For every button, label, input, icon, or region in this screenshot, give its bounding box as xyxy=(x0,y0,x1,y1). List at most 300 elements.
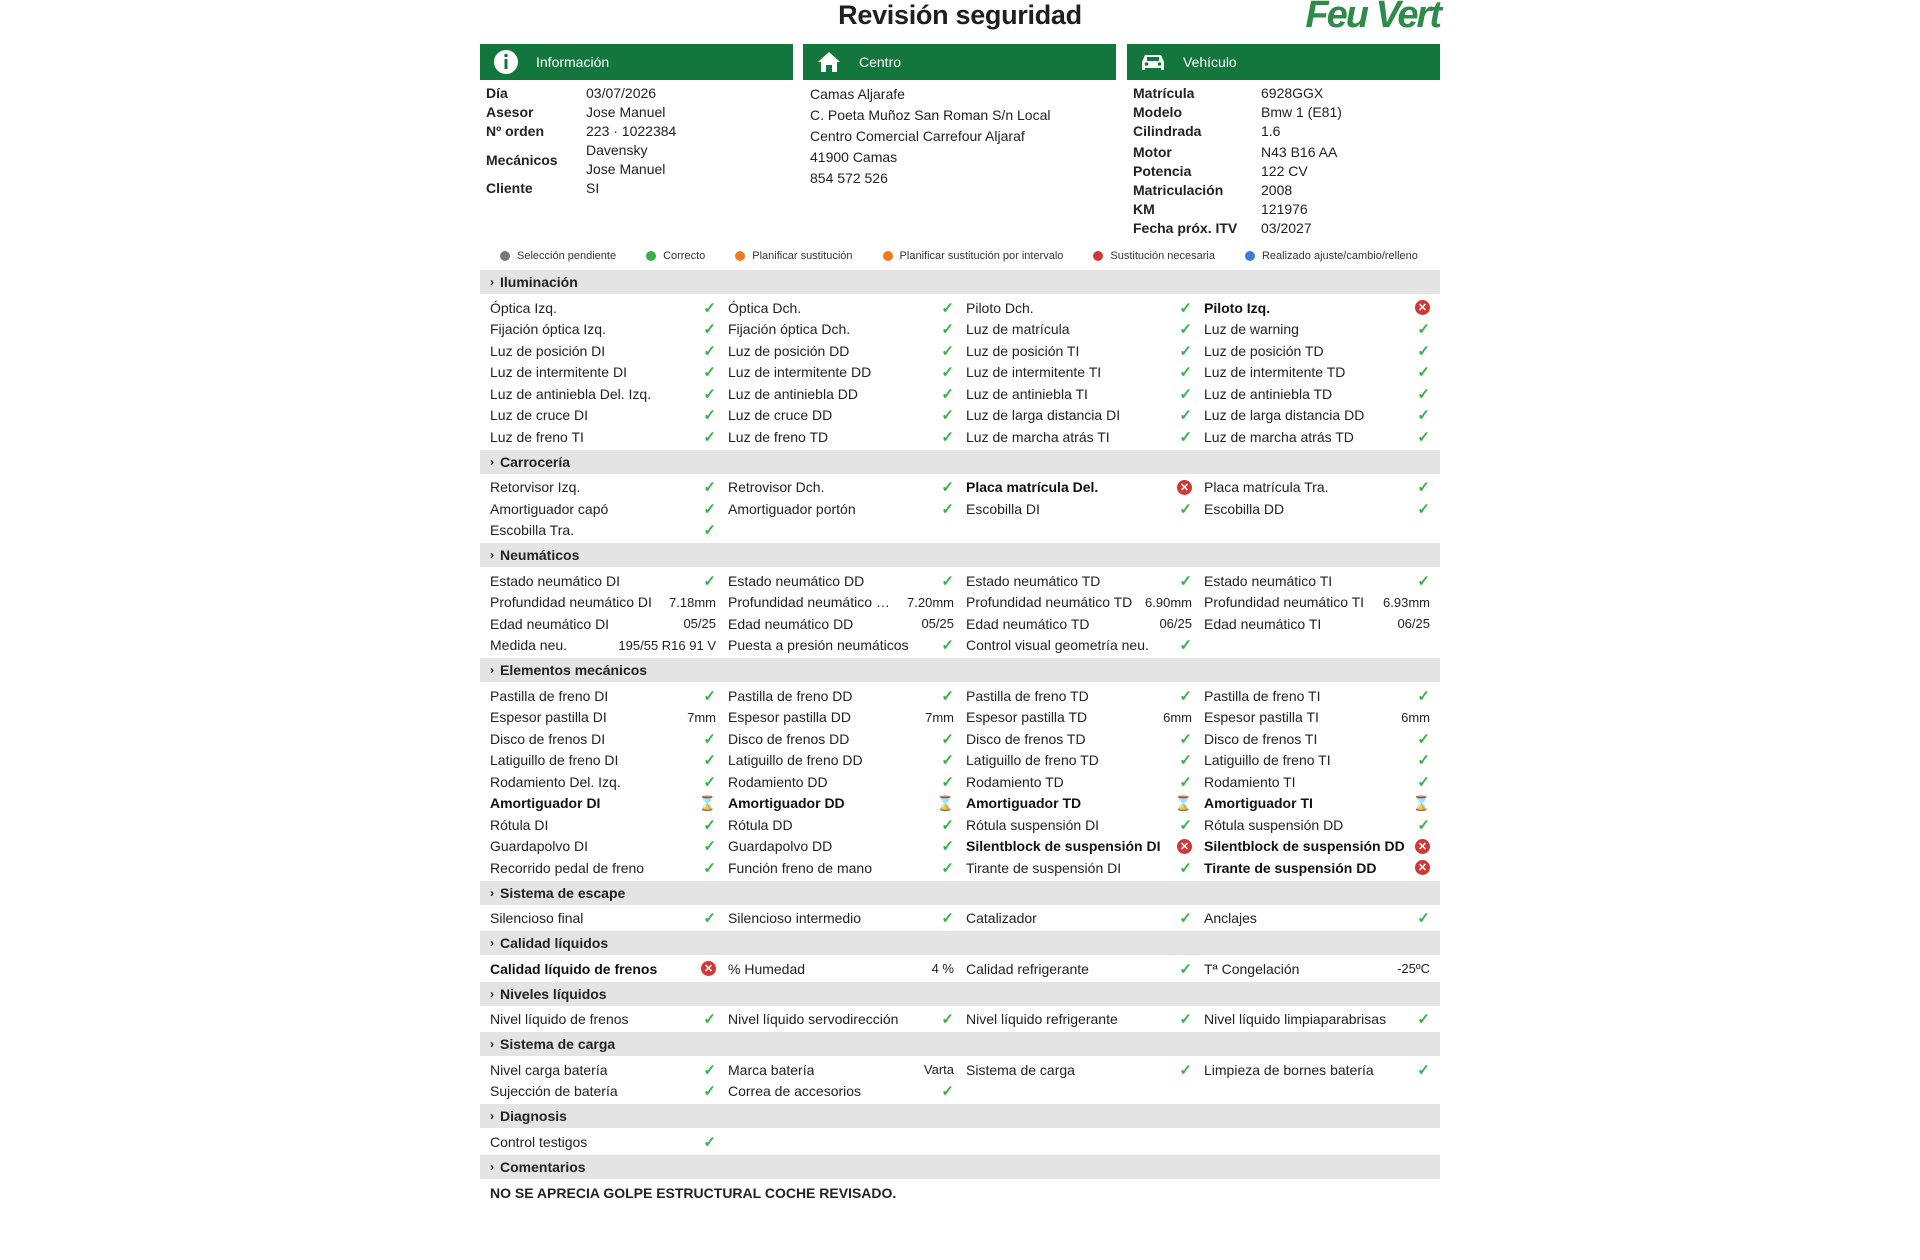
item-label: Luz de warning xyxy=(1204,321,1299,338)
info-key: Cliente xyxy=(486,180,533,196)
check-icon: ✓ xyxy=(1417,730,1430,748)
check-icon: ✓ xyxy=(703,1061,716,1079)
checklist-item xyxy=(728,635,966,657)
item-label: Retrovisor Dch. xyxy=(728,479,825,496)
vehiculo-row xyxy=(1127,84,1440,103)
item-label: Estado neumático DI xyxy=(490,572,620,589)
info-header xyxy=(480,44,793,80)
checklist-item xyxy=(728,728,966,750)
item-label: Luz de intermitente DI xyxy=(490,364,627,381)
checklist-item xyxy=(1204,426,1442,448)
checklist-item xyxy=(1204,297,1442,319)
checklist-item xyxy=(490,814,728,836)
item-label: Retorvisor Izq. xyxy=(490,479,581,496)
check-icon: ✓ xyxy=(1417,687,1430,705)
hourglass-icon: ⌛ xyxy=(1412,794,1430,811)
chevron-right-icon: › xyxy=(490,454,494,469)
item-label: Luz de posición TD xyxy=(1204,342,1324,359)
checklist-item xyxy=(728,319,966,341)
checklist-item xyxy=(490,592,728,614)
checklist-item xyxy=(490,340,728,362)
section-header[interactable] xyxy=(480,881,1440,905)
checklist-item xyxy=(490,498,728,520)
item-label: Luz de posición DD xyxy=(728,342,850,359)
check-icon: ✓ xyxy=(703,479,716,497)
section-header[interactable] xyxy=(480,1032,1440,1056)
item-label: Edad neumático TD xyxy=(966,615,1090,632)
checklist-item xyxy=(728,477,966,499)
checklist-item xyxy=(1204,728,1442,750)
info-header-label: Información xyxy=(536,54,610,70)
check-icon: ✓ xyxy=(941,364,954,382)
check-icon: ✓ xyxy=(703,342,716,360)
item-label: Rodamiento DD xyxy=(728,773,828,790)
item-label: Estado neumático TI xyxy=(1204,572,1333,589)
check-icon: ✓ xyxy=(703,321,716,339)
checklist-item xyxy=(490,836,728,858)
checklist-item xyxy=(1204,319,1442,341)
check-icon: ✓ xyxy=(1417,1061,1430,1079)
info-row xyxy=(480,179,793,198)
check-icon: ✓ xyxy=(941,687,954,705)
check-icon: ✓ xyxy=(1179,407,1192,425)
legend-label: Selección pendiente xyxy=(517,250,617,262)
item-label: Guardapolvo DI xyxy=(490,838,589,855)
checklist-item xyxy=(490,613,728,635)
checklist-item xyxy=(490,1059,728,1081)
item-label: Escobilla Tra. xyxy=(490,522,575,539)
checklist-item xyxy=(966,857,1204,879)
checklist-item xyxy=(1204,771,1442,793)
section-title: Sistema de escape xyxy=(500,884,626,901)
info-icon xyxy=(480,49,532,75)
checklist-item xyxy=(1204,1059,1442,1081)
check-icon: ✓ xyxy=(941,572,954,590)
checklist-item xyxy=(728,362,966,384)
vehiculo-header-label: Vehículo xyxy=(1183,54,1237,70)
item-label: Edad neumático DI xyxy=(490,615,610,632)
checklist-item xyxy=(966,340,1204,362)
checklist-item xyxy=(966,498,1204,520)
legend-dot-icon xyxy=(1093,251,1103,261)
item-label: Amortiguador DD xyxy=(728,795,845,812)
check-icon: ✓ xyxy=(703,752,716,770)
item-value: 06/25 xyxy=(1159,616,1192,632)
checklist-item xyxy=(966,836,1204,858)
check-icon: ✓ xyxy=(1179,752,1192,770)
item-value: 05/25 xyxy=(683,616,716,632)
checklist-item xyxy=(728,297,966,319)
item-label: Control visual geometría neu. xyxy=(966,637,1149,654)
check-icon: ✓ xyxy=(1179,910,1192,928)
legend-label: Realizado ajuste/cambio/relleno xyxy=(1261,250,1418,262)
item-label: Marca batería xyxy=(728,1061,815,1078)
check-icon: ✓ xyxy=(1417,479,1430,497)
info-key: Día xyxy=(486,85,508,101)
section-header[interactable] xyxy=(480,270,1440,294)
section-title: Carrocería xyxy=(500,453,571,470)
checklist-item xyxy=(490,426,728,448)
item-value: 06/25 xyxy=(1397,616,1430,632)
chevron-right-icon: › xyxy=(490,1109,494,1123)
legend-label: Planificar sustitución xyxy=(752,250,853,262)
item-label: Fijación óptica Izq. xyxy=(490,321,606,338)
section-items xyxy=(480,294,1440,450)
checklist-item xyxy=(966,771,1204,793)
section-title: Sistema de carga xyxy=(500,1036,616,1052)
check-icon: ✓ xyxy=(703,407,716,425)
item-label: Sistema de carga xyxy=(966,1061,1075,1078)
item-label: Nivel líquido limpiaparabrisas xyxy=(1204,1011,1387,1028)
chevron-right-icon: › xyxy=(490,663,494,677)
check-icon: ✓ xyxy=(1179,687,1192,705)
item-label: Rodamiento TI xyxy=(1204,773,1296,790)
checklist-item xyxy=(966,426,1204,448)
item-label: Profundidad neumático TI xyxy=(1204,594,1365,611)
vehiculo-row xyxy=(1127,162,1440,181)
legend-item xyxy=(500,250,616,262)
checklist-item xyxy=(728,613,966,635)
chevron-right-icon: › xyxy=(490,1037,494,1051)
centro-phone: 854 572 526 xyxy=(810,170,888,186)
checklist-item xyxy=(966,1009,1204,1031)
item-label: Silencioso intermedio xyxy=(728,910,862,927)
centro-city: 41900 Camas xyxy=(810,149,898,165)
checklist-item xyxy=(490,635,728,657)
checklist-item xyxy=(490,1131,728,1153)
info-row xyxy=(480,103,793,122)
item-label: Tª Congelación xyxy=(1204,960,1300,977)
checklist-item xyxy=(966,319,1204,341)
item-label: Nivel líquido servodirección xyxy=(728,1011,899,1028)
check-icon: ✓ xyxy=(941,299,954,317)
info-row xyxy=(480,141,793,179)
check-icon: ✓ xyxy=(941,1083,954,1101)
centro-name: Camas Aljarafe xyxy=(810,86,905,102)
section-title: Neumáticos xyxy=(500,547,580,563)
check-icon: ✓ xyxy=(1179,500,1192,518)
item-label: Disco de frenos DD xyxy=(728,730,850,747)
checklist-item xyxy=(1204,958,1442,980)
legend-item xyxy=(735,250,852,262)
checklist-item xyxy=(1204,498,1442,520)
centro-address: C. Poeta Muñoz San Roman S/n Local xyxy=(810,107,1051,123)
checklist-item xyxy=(728,1009,966,1031)
section-title: Calidad líquidos xyxy=(500,935,609,951)
check-icon: ✓ xyxy=(703,299,716,317)
checklist-item xyxy=(1204,836,1442,858)
chevron-right-icon: › xyxy=(490,275,494,289)
vehiculo-key: Matriculación xyxy=(1133,182,1224,198)
chevron-right-icon: › xyxy=(490,548,494,562)
check-icon: ✓ xyxy=(1179,572,1192,590)
checklist-item xyxy=(1204,685,1442,707)
item-value: 6mm xyxy=(1401,709,1430,725)
checklist-item xyxy=(490,570,728,592)
check-icon: ✓ xyxy=(941,637,954,655)
vehiculo-key: Motor xyxy=(1133,144,1172,160)
checklist-item xyxy=(1204,405,1442,427)
section-items xyxy=(480,682,1440,881)
check-icon: ✓ xyxy=(1417,364,1430,382)
checklist-item xyxy=(490,383,728,405)
check-icon: ✓ xyxy=(703,385,716,403)
comment-text: NO SE APRECIA GOLPE ESTRUCTURAL COCHE REVISADO. xyxy=(490,1184,897,1201)
check-icon: ✓ xyxy=(941,342,954,360)
header-boxes xyxy=(480,44,1440,80)
status-legend xyxy=(500,250,1440,262)
check-icon: ✓ xyxy=(1417,773,1430,791)
item-label: Luz de intermitente TI xyxy=(966,364,1102,381)
item-label: Pastilla de freno DI xyxy=(490,687,609,704)
item-label: Disco de frenos TI xyxy=(1204,730,1318,747)
item-label: Catalizador xyxy=(966,910,1037,927)
checklist-item xyxy=(966,685,1204,707)
item-label: Profundidad neumático DI xyxy=(490,594,652,611)
item-label: Luz de posición DI xyxy=(490,342,606,359)
check-icon: ✓ xyxy=(941,859,954,877)
item-label: Sujección de batería xyxy=(490,1083,618,1100)
checklist-item xyxy=(966,635,1204,657)
vehiculo-key: Fecha próx. ITV xyxy=(1133,220,1238,236)
checklist-item xyxy=(966,707,1204,729)
checklist-item xyxy=(490,477,728,499)
checklist-item xyxy=(728,857,966,879)
check-icon: ✓ xyxy=(1179,1061,1192,1079)
checklist-item xyxy=(490,707,728,729)
check-icon: ✓ xyxy=(703,1133,716,1151)
checklist-item xyxy=(966,728,1204,750)
check-icon: ✓ xyxy=(941,773,954,791)
section-title: Diagnosis xyxy=(500,1108,567,1124)
item-label: Placa matrícula Del. xyxy=(966,479,1099,496)
item-label: % Humedad xyxy=(728,960,806,977)
chevron-right-icon: › xyxy=(490,885,494,900)
item-value: 6.90mm xyxy=(1145,594,1192,610)
item-label: Rótula suspensión DI xyxy=(966,816,1100,833)
check-icon: ✓ xyxy=(1179,321,1192,339)
check-icon: ✓ xyxy=(941,838,954,856)
check-icon: ✓ xyxy=(941,407,954,425)
item-label: Luz de antiniebla DD xyxy=(728,385,858,402)
hourglass-icon: ⌛ xyxy=(936,794,954,811)
info-value: 03/07/2026 xyxy=(586,85,657,101)
check-icon: ✓ xyxy=(1179,428,1192,446)
item-label: Edad neumático DD xyxy=(728,615,854,632)
vehiculo-row xyxy=(1127,103,1440,122)
item-label: Piloto Izq. xyxy=(1204,299,1271,316)
checklist-item xyxy=(1204,908,1442,930)
x-circle-icon: ✕ xyxy=(1177,480,1192,495)
item-label: Silencioso final xyxy=(490,910,584,927)
report-title: Revisión seguridad xyxy=(838,0,1082,30)
checklist-item xyxy=(728,570,966,592)
section-header[interactable] xyxy=(480,450,1440,474)
check-icon: ✓ xyxy=(1179,637,1192,655)
checklist-item xyxy=(728,1081,966,1103)
checklist-item xyxy=(728,340,966,362)
item-label: Placa matrícula Tra. xyxy=(1204,479,1329,496)
info-key: Mecánicos xyxy=(486,151,558,168)
item-value: 7mm xyxy=(925,709,954,725)
checklist-item xyxy=(728,592,966,614)
check-icon: ✓ xyxy=(941,428,954,446)
vehiculo-value: 121976 xyxy=(1261,201,1308,217)
checklist-item xyxy=(728,771,966,793)
item-label: Recorrido pedal de freno xyxy=(490,859,645,876)
checklist-item xyxy=(966,297,1204,319)
item-label: Rótula DI xyxy=(490,816,549,833)
section-items xyxy=(480,955,1440,982)
chevron-right-icon: › xyxy=(490,936,494,950)
vehiculo-panel xyxy=(1127,84,1440,238)
item-label: Rodamiento TD xyxy=(966,773,1064,790)
item-label: Guardapolvo DD xyxy=(728,838,833,855)
item-label: Estado neumático TD xyxy=(966,572,1101,589)
check-icon: ✓ xyxy=(703,1083,716,1101)
check-icon: ✓ xyxy=(1417,428,1430,446)
item-label: Profundidad neumático … xyxy=(728,594,890,611)
checklist-item xyxy=(728,1059,966,1081)
brand-logo: Feu Vert xyxy=(1305,0,1440,36)
vehiculo-row xyxy=(1127,181,1440,200)
x-circle-icon: ✕ xyxy=(1415,300,1430,315)
centro-address: Centro Comercial Carrefour Aljaraf xyxy=(810,128,1025,144)
check-icon: ✓ xyxy=(941,730,954,748)
info-value xyxy=(586,141,665,179)
car-icon xyxy=(1127,51,1179,73)
check-icon: ✓ xyxy=(1179,730,1192,748)
item-label: Amortiguador TI xyxy=(1204,795,1313,812)
item-label: Nivel líquido refrigerante xyxy=(966,1011,1118,1028)
checklist-item xyxy=(728,498,966,520)
checklist-item xyxy=(1204,814,1442,836)
legend-dot-icon xyxy=(500,251,510,261)
item-label: Función freno de mano xyxy=(728,859,872,876)
checklist-item xyxy=(1204,857,1442,879)
info-panel xyxy=(480,84,793,198)
check-icon: ✓ xyxy=(1179,1011,1192,1029)
vehiculo-key: Matrícula xyxy=(1133,85,1195,101)
checklist-item xyxy=(490,908,728,930)
vehiculo-value: N43 B16 AA xyxy=(1261,144,1338,160)
item-label: Latiguillo de freno TI xyxy=(1204,752,1331,769)
vehiculo-key: Potencia xyxy=(1133,163,1192,179)
info-row xyxy=(480,122,793,141)
check-icon: ✓ xyxy=(941,321,954,339)
section-header[interactable] xyxy=(480,543,1440,567)
check-icon: ✓ xyxy=(703,428,716,446)
item-value: 6.93mm xyxy=(1383,594,1430,610)
item-label: Pastilla de freno TD xyxy=(966,687,1089,704)
item-label: Luz de marcha atrás TD xyxy=(1204,428,1354,445)
item-label: Medida neu. xyxy=(490,637,568,654)
legend-item xyxy=(1245,250,1418,262)
item-label: Latiguillo de freno DI xyxy=(490,752,619,769)
check-icon: ✓ xyxy=(1179,816,1192,834)
vehiculo-row xyxy=(1127,219,1440,238)
legend-item xyxy=(883,250,1064,262)
checklist-item xyxy=(728,958,966,980)
checklist-item xyxy=(966,814,1204,836)
section-header[interactable] xyxy=(480,1104,1440,1128)
vehiculo-value: 03/2027 xyxy=(1261,220,1312,236)
check-icon: ✓ xyxy=(703,816,716,834)
checklist-item xyxy=(728,814,966,836)
item-label: Amortiguador capó xyxy=(490,500,609,517)
info-value: Jose Manuel xyxy=(586,104,666,120)
check-icon: ✓ xyxy=(1417,572,1430,590)
legend-dot-icon xyxy=(646,251,656,261)
check-icon: ✓ xyxy=(941,816,954,834)
item-label: Nivel líquido de frenos xyxy=(490,1011,629,1028)
checklist-item xyxy=(490,520,728,542)
legend-dot-icon xyxy=(883,251,893,261)
check-icon: ✓ xyxy=(1417,500,1430,518)
check-icon: ✓ xyxy=(703,910,716,928)
check-icon: ✓ xyxy=(1417,816,1430,834)
checklist-item xyxy=(1204,570,1442,592)
check-icon: ✓ xyxy=(703,500,716,518)
section-title: Comentarios xyxy=(500,1158,586,1175)
check-icon: ✓ xyxy=(1179,342,1192,360)
section-items xyxy=(480,474,1440,544)
info-value: SI xyxy=(586,180,600,196)
item-label: Estado neumático DD xyxy=(728,572,865,589)
item-label: Piloto Dch. xyxy=(966,299,1034,316)
section-items xyxy=(480,1006,1440,1033)
item-label: Amortiguador TD xyxy=(966,795,1082,812)
item-value: Varta xyxy=(923,1062,954,1078)
item-label: Pastilla de freno DD xyxy=(728,687,853,704)
checklist-item xyxy=(728,836,966,858)
check-icon: ✓ xyxy=(703,1011,716,1029)
section-header[interactable] xyxy=(480,931,1440,955)
item-label: Luz de intermitente TD xyxy=(1204,364,1346,381)
item-label: Espesor pastilla DI xyxy=(490,709,607,726)
checklist-item xyxy=(1204,477,1442,499)
item-label: Escobilla DI xyxy=(966,500,1040,517)
section-header[interactable] xyxy=(480,1155,1440,1179)
section-title: Iluminación xyxy=(500,274,578,290)
checklist-item xyxy=(966,958,1204,980)
item-label: Luz de matrícula xyxy=(966,321,1070,338)
chevron-right-icon: › xyxy=(490,1159,494,1174)
checklist-item xyxy=(1204,383,1442,405)
checklist-item xyxy=(728,426,966,448)
checklist-item xyxy=(490,771,728,793)
item-label: Silentblock de suspensión DI xyxy=(966,838,1161,855)
item-label: Amortiguador portón xyxy=(728,500,856,517)
legend-dot-icon xyxy=(1245,251,1255,261)
section-title: Elementos mecánicos xyxy=(500,662,648,678)
checklist-item xyxy=(966,908,1204,930)
item-label: Espesor pastilla TD xyxy=(966,709,1088,726)
item-label: Tirante de suspensión DD xyxy=(1204,859,1377,876)
checklist-item xyxy=(1204,592,1442,614)
section-header[interactable] xyxy=(480,982,1440,1006)
check-icon: ✓ xyxy=(703,730,716,748)
check-icon: ✓ xyxy=(1417,752,1430,770)
section-items xyxy=(480,1056,1440,1104)
section-header[interactable] xyxy=(480,658,1440,682)
item-label: Luz de posición TI xyxy=(966,342,1080,359)
x-circle-icon: ✕ xyxy=(1177,839,1192,854)
checklist-item xyxy=(490,685,728,707)
legend-label: Correcto xyxy=(663,250,706,262)
chevron-right-icon: › xyxy=(490,986,494,1001)
item-value: 7.20mm xyxy=(907,594,954,610)
